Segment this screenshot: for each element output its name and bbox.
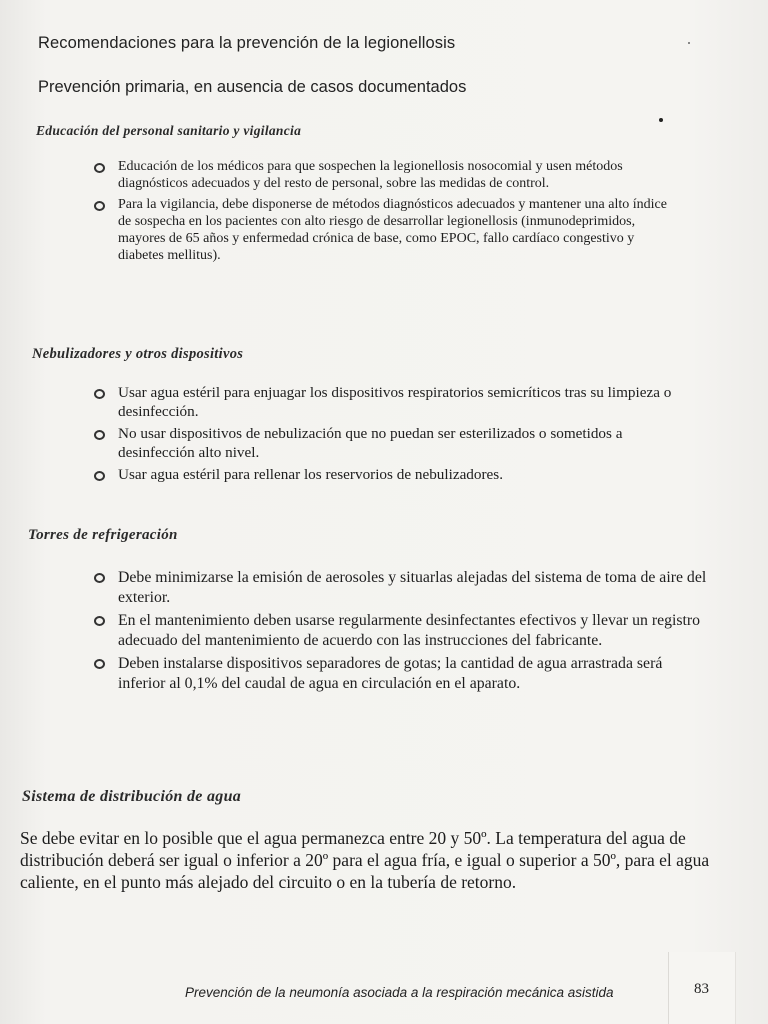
list-item-text: Usar agua estéril para rellenar los reservorios de nebulizadores.: [118, 466, 504, 483]
page-number: 83: [694, 981, 709, 997]
list-item: [92, 654, 712, 693]
list-item: [92, 425, 692, 462]
section-heading-water-distribution: Sistema de distribución de agua: [22, 788, 242, 805]
page-subtitle: Prevención primaria, en ausencia de casos documentados: [38, 78, 467, 96]
list-item: [92, 466, 692, 485]
scan-dot: [659, 118, 663, 122]
list-item-text: No usar dispositivos de nebulización que no puedan ser esterilizados o sometidos a desinfección alto nivel.: [118, 425, 623, 461]
list-item: [92, 568, 712, 607]
list-item-text: En el mantenimiento deben usarse regularmente desinfectantes efectivos y llevar un registro adecuado del mantenimiento de acuerdo con las instrucciones del fabricante.: [118, 612, 701, 649]
bullet-list-cooling-towers: [92, 568, 712, 697]
running-footer: Prevención de la neumonía asociada a la respiración mecánica asistida: [185, 985, 614, 1000]
scan-speck: [688, 42, 690, 44]
list-item: [92, 158, 672, 192]
list-item-text: Debe minimizarse la emisión de aerosoles y situarlas alejadas del sistema de toma de aire del exterior.: [118, 569, 707, 606]
hollow-bullet-icon: [94, 430, 105, 440]
hollow-bullet-icon: [94, 389, 105, 399]
section-heading-nebulizers: Nebulizadores y otros dispositivos: [32, 346, 244, 362]
list-item-text: Usar agua estéril para enjuagar los dispositivos respiratorios semicríticos tras su limpieza o desinfección.: [118, 384, 672, 420]
list-item: [92, 611, 712, 650]
hollow-bullet-icon: [94, 201, 105, 211]
water-distribution-paragraph: Se debe evitar en lo posible que el agua permanezca entre 20 y 50º. La temperatura del agua de distribución deberá ser igual o inferior a 20º para el agua fría, e igual o superior a 50º, para el agua caliente, en el punto más alejado del circuito o en la tubería de retorno.: [20, 828, 710, 892]
hollow-bullet-icon: [94, 616, 105, 626]
list-item: [92, 196, 672, 264]
hollow-bullet-icon: [94, 659, 105, 669]
hollow-bullet-icon: [94, 471, 105, 481]
hollow-bullet-icon: [94, 573, 105, 583]
bullet-list-nebulizers: [92, 384, 692, 489]
list-item-text: Para la vigilancia, debe disponerse de métodos diagnósticos adecuados y mantener una alto índice de sospecha en los pacientes con alto riesgo de desarrollar legionellosis (inmunodeprimidos, mayores de 65 años y enfermedad crónica de base, como EPOC, fallo cardíaco congestivo y diabetes mellitus).: [118, 197, 667, 263]
section-heading-cooling-towers: Torres de refrigeración: [28, 527, 178, 543]
list-item-text: Educación de los médicos para que sospechen la legionellosis nosocomial y usen métodos diagnósticos adecuados y del resto de personal, sobre las medidas de control.: [118, 159, 623, 191]
hollow-bullet-icon: [94, 163, 105, 173]
list-item-text: Deben instalarse dispositivos separadores de gotas; la cantidad de agua arrastrada será inferior al 0,1% del caudal de agua en circulación en el aparato.: [118, 655, 663, 692]
page-title: Recomendaciones para la prevención de la legionellosis: [38, 34, 456, 52]
bullet-list-education: [92, 158, 672, 268]
list-item: [92, 384, 692, 421]
section-heading-education: Educación del personal sanitario y vigilancia: [36, 123, 302, 138]
